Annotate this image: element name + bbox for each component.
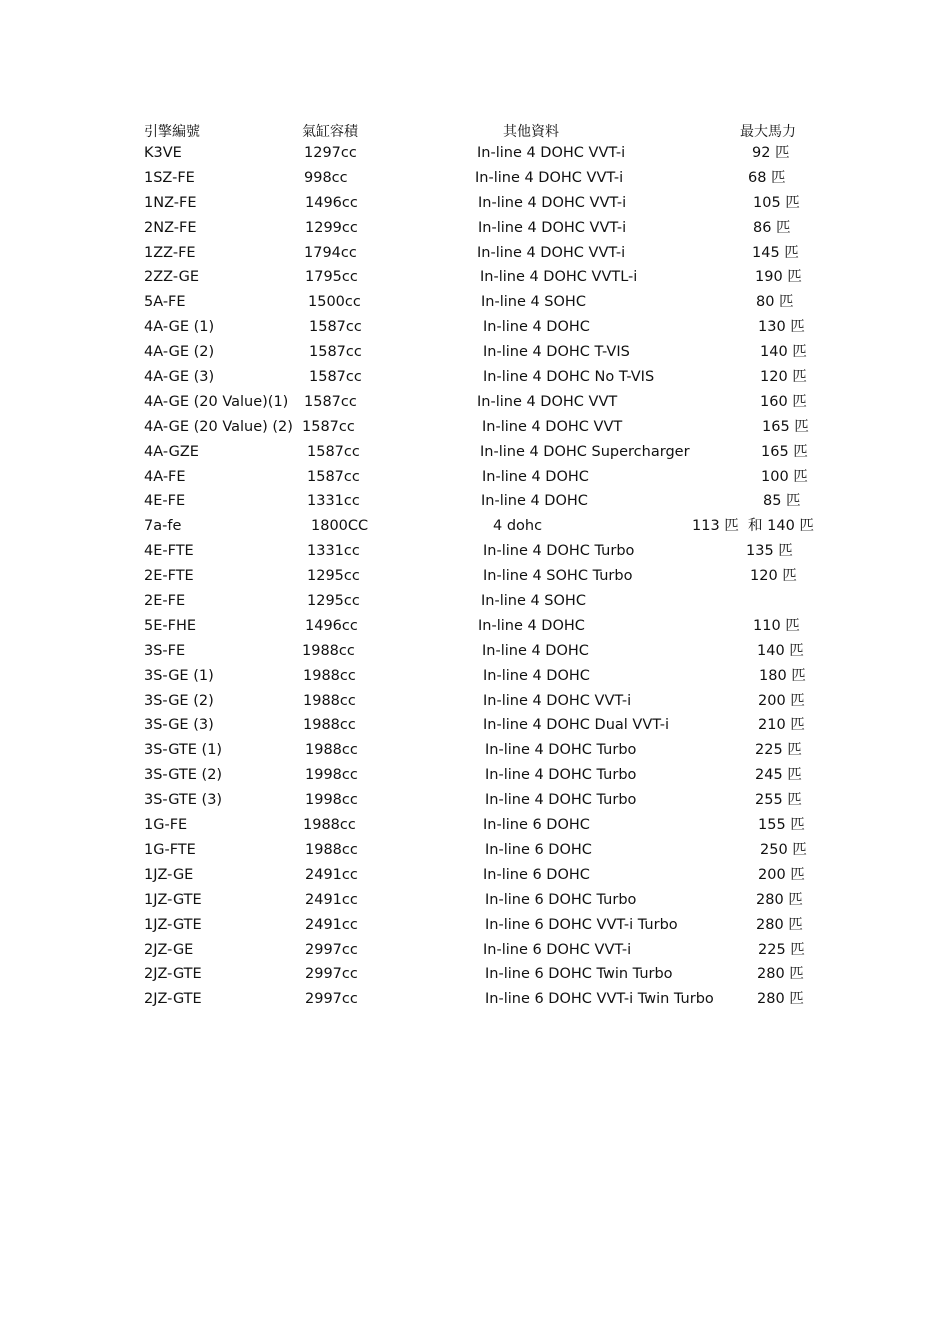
engine-info-cell: In-line 4 DOHC VVT-i — [483, 692, 632, 709]
engine-info-cell: In-line 4 DOHC — [482, 642, 589, 659]
table-row — [0, 416, 950, 441]
displacement-cell: 1587cc — [307, 443, 360, 460]
table-row — [0, 217, 950, 242]
table-row — [0, 590, 950, 615]
displacement-cell: 1331cc — [307, 543, 360, 560]
displacement-cell: 1496cc — [305, 617, 358, 634]
header-max-power: 最大馬力 — [740, 124, 796, 140]
max-power-cell: 190 匹 — [755, 269, 802, 286]
max-power-cell: 85 匹 — [763, 493, 801, 510]
table-row — [0, 690, 950, 715]
table-row — [0, 739, 950, 764]
max-power-cell: 225 匹 — [758, 941, 805, 958]
engine-code-cell: 1JZ-GTE — [144, 891, 202, 908]
displacement-cell: 2491cc — [305, 891, 358, 908]
engine-info-cell: In-line 4 SOHC — [481, 593, 586, 610]
max-power-cell: 120 匹 — [750, 568, 797, 585]
engine-code-cell: 2JZ-GE — [144, 941, 194, 958]
table-row — [0, 914, 950, 939]
engine-code-cell: 5E-FHE — [144, 617, 197, 634]
max-power-cell: 180 匹 — [759, 667, 806, 684]
displacement-cell: 1988cc — [305, 742, 358, 759]
table-row — [0, 466, 950, 491]
max-power-cell: 255 匹 — [755, 792, 802, 809]
displacement-cell: 2997cc — [305, 966, 358, 983]
engine-code-cell: 1G-FTE — [144, 841, 196, 858]
displacement-cell: 1587cc — [304, 393, 357, 410]
engine-info-cell: 4 dohc — [493, 518, 543, 535]
engine-code-cell: 1G-FE — [144, 817, 188, 834]
table-row — [0, 665, 950, 690]
table-row — [0, 963, 950, 988]
engine-info-cell: In-line 6 DOHC — [485, 841, 592, 858]
engine-code-cell: 3S-GTE (1) — [144, 742, 223, 759]
table-row — [0, 167, 950, 192]
engine-code-cell: 3S-GE (3) — [144, 717, 214, 734]
engine-info-cell: In-line 4 DOHC Supercharger — [480, 443, 690, 460]
table-row — [0, 490, 950, 515]
engine-info-cell: In-line 4 DOHC Turbo — [483, 543, 635, 560]
displacement-cell: 1331cc — [307, 493, 360, 510]
max-power-cell: 92 匹 — [752, 145, 790, 161]
displacement-cell: 1496cc — [305, 194, 358, 211]
engine-code-cell: 3S-GTE (3) — [144, 792, 223, 809]
displacement-cell: 1587cc — [307, 468, 360, 485]
engine-info-cell: In-line 6 DOHC — [483, 866, 590, 883]
displacement-cell: 2997cc — [305, 941, 358, 958]
max-power-cell: 86 匹 — [753, 219, 791, 236]
max-power-cell: 165 匹 — [761, 443, 808, 460]
engine-info-cell: In-line 4 DOHC No T-VIS — [483, 369, 655, 386]
table-row — [0, 615, 950, 640]
engine-code-cell: 7a-fe — [144, 518, 182, 535]
engine-code-cell: 1JZ-GTE — [144, 916, 202, 933]
max-power-cell: 280 匹 — [756, 916, 803, 933]
max-power-cell: 200 匹 — [758, 692, 805, 709]
max-power-cell: 140 匹 — [760, 344, 807, 361]
engine-info-cell: In-line 4 DOHC Turbo — [485, 767, 637, 784]
displacement-cell: 1299cc — [305, 219, 358, 236]
engine-code-cell: 4A-GE (1) — [144, 319, 215, 336]
engine-info-cell: In-line 4 DOHC VVT-i — [478, 219, 627, 236]
engine-info-cell: In-line 4 DOHC VVT — [482, 418, 623, 435]
engine-code-cell: 4A-GE (20 Value) (2) — [144, 418, 293, 435]
table-row — [0, 939, 950, 964]
displacement-cell: 1988cc — [303, 817, 356, 834]
engine-code-cell: 4E-FTE — [144, 543, 194, 560]
engine-code-cell: 3S-GE (2) — [144, 692, 214, 709]
max-power-cell: 200 匹 — [758, 866, 805, 883]
max-power-cell: 68 匹 — [748, 169, 786, 186]
engine-info-cell: In-line 4 DOHC — [483, 667, 590, 684]
engine-info-cell: In-line 6 DOHC VVT-i — [483, 941, 632, 958]
table-row — [0, 839, 950, 864]
engine-code-cell: 4A-GZE — [144, 443, 199, 460]
max-power-cell: 280 匹 — [757, 966, 804, 983]
table-row — [0, 142, 950, 167]
engine-code-cell: K3VE — [144, 145, 182, 161]
table-row — [0, 889, 950, 914]
engine-code-cell: 1ZZ-FE — [144, 244, 196, 261]
engine-info-cell: In-line 6 DOHC VVT-i Twin Turbo — [485, 991, 714, 1008]
engine-code-cell: 3S-GE (1) — [144, 667, 214, 684]
displacement-cell: 2997cc — [305, 991, 358, 1008]
engine-info-cell: In-line 4 DOHC VVT-i — [477, 244, 626, 261]
engine-code-cell: 4A-GE (3) — [144, 369, 215, 386]
table-row — [0, 515, 950, 540]
engine-info-cell: In-line 4 DOHC — [478, 617, 585, 634]
max-power-cell: 130 匹 — [758, 319, 805, 336]
table-row — [0, 266, 950, 291]
max-power-cell: 160 匹 — [760, 393, 807, 410]
engine-code-cell: 2JZ-GTE — [144, 966, 202, 983]
table-row — [0, 291, 950, 316]
displacement-cell: 1794cc — [304, 244, 357, 261]
engine-code-cell: 4A-GE (2) — [144, 344, 215, 361]
engine-code-cell: 2E-FTE — [144, 568, 194, 585]
max-power-cell: 225 匹 — [755, 742, 802, 759]
displacement-cell: 1998cc — [305, 767, 358, 784]
displacement-cell: 998cc — [304, 169, 348, 186]
engine-code-cell: 1JZ-GE — [144, 866, 194, 883]
table-row — [0, 789, 950, 814]
engine-info-cell: In-line 4 DOHC VVT-i — [475, 169, 624, 186]
engine-info-cell: In-line 4 SOHC — [481, 294, 586, 311]
max-power-cell: 280 匹 — [756, 891, 803, 908]
engine-info-cell: In-line 4 DOHC T-VIS — [483, 344, 630, 361]
engine-info-cell: In-line 4 DOHC Dual VVT-i — [483, 717, 670, 734]
engine-code-cell: 1SZ-FE — [144, 169, 195, 186]
max-power-cell: 145 匹 — [752, 244, 799, 261]
max-power-cell: 250 匹 — [760, 841, 807, 858]
engine-info-cell: In-line 4 DOHC VVTL-i — [480, 269, 638, 286]
engine-code-cell: 3S-FE — [144, 642, 186, 659]
engine-info-cell: In-line 6 DOHC Twin Turbo — [485, 966, 673, 983]
engine-info-cell: In-line 4 DOHC VVT-i — [478, 194, 627, 211]
engine-code-cell: 4A-GE (20 Value)(1) — [144, 393, 289, 410]
engine-code-cell: 2ZZ-GE — [144, 269, 199, 286]
table-row — [0, 192, 950, 217]
max-power-cell: 210 匹 — [758, 717, 805, 734]
max-power-cell: 135 匹 — [746, 543, 793, 560]
table-row — [0, 714, 950, 739]
table-row — [0, 391, 950, 416]
engine-code-cell: 1NZ-FE — [144, 194, 197, 211]
max-power-cell: 280 匹 — [757, 991, 804, 1008]
max-power-cell: 120 匹 — [760, 369, 807, 386]
displacement-cell: 2491cc — [305, 916, 358, 933]
displacement-cell: 1988cc — [305, 841, 358, 858]
table-row — [0, 366, 950, 391]
engine-info-cell: In-line 4 DOHC — [483, 319, 590, 336]
table-row — [0, 565, 950, 590]
displacement-cell: 1795cc — [305, 269, 358, 286]
displacement-cell: 1800CC — [311, 518, 369, 535]
table-row — [0, 242, 950, 267]
table-row — [0, 764, 950, 789]
max-power-cell: 100 匹 — [761, 468, 808, 485]
engine-code-cell: 5A-FE — [144, 294, 186, 311]
engine-code-cell: 4A-FE — [144, 468, 186, 485]
engine-info-cell: In-line 4 DOHC — [481, 493, 588, 510]
table-row — [0, 316, 950, 341]
table-row — [0, 441, 950, 466]
displacement-cell: 1500cc — [308, 294, 361, 311]
engine-info-cell: In-line 4 SOHC Turbo — [483, 568, 633, 585]
displacement-cell: 1587cc — [309, 369, 362, 386]
displacement-cell: 1587cc — [309, 344, 362, 361]
table-row — [0, 341, 950, 366]
max-power-cell: 110 匹 — [753, 617, 800, 634]
displacement-cell: 1295cc — [307, 593, 360, 610]
max-power-cell: 245 匹 — [755, 767, 802, 784]
engine-info-cell: In-line 4 DOHC Turbo — [485, 742, 637, 759]
engine-info-cell: In-line 4 DOHC Turbo — [485, 792, 637, 809]
header-other-info: 其他資料 — [503, 124, 559, 140]
max-power-cell: 105 匹 — [753, 194, 800, 211]
engine-table — [0, 142, 950, 1013]
engine-info-cell: In-line 6 DOHC VVT-i Turbo — [485, 916, 678, 933]
max-power-cell: 80 匹 — [756, 294, 794, 311]
table-row — [0, 988, 950, 1013]
displacement-cell: 1587cc — [309, 319, 362, 336]
displacement-cell: 1297cc — [304, 145, 357, 161]
table-row — [0, 640, 950, 665]
table-row — [0, 540, 950, 565]
displacement-cell: 1988cc — [303, 717, 356, 734]
engine-info-cell: In-line 4 DOHC VVT — [477, 393, 618, 410]
displacement-cell: 1587cc — [302, 418, 355, 435]
engine-code-cell: 2JZ-GTE — [144, 991, 202, 1008]
displacement-cell: 1998cc — [305, 792, 358, 809]
engine-code-cell: 2E-FE — [144, 593, 186, 610]
max-power-cell: 113 匹 和 140 匹 — [692, 518, 814, 535]
table-row — [0, 814, 950, 839]
engine-code-cell: 3S-GTE (2) — [144, 767, 223, 784]
displacement-cell: 1988cc — [303, 692, 356, 709]
max-power-cell: 140 匹 — [757, 642, 804, 659]
engine-info-cell: In-line 4 DOHC VVT-i — [477, 145, 626, 161]
header-displacement: 氣缸容積 — [302, 124, 358, 140]
table-row — [0, 864, 950, 889]
engine-info-cell: In-line 4 DOHC — [482, 468, 589, 485]
displacement-cell: 2491cc — [305, 866, 358, 883]
displacement-cell: 1295cc — [307, 568, 360, 585]
engine-code-cell: 2NZ-FE — [144, 219, 197, 236]
displacement-cell: 1988cc — [303, 667, 356, 684]
engine-info-cell: In-line 6 DOHC — [483, 817, 590, 834]
max-power-cell: 155 匹 — [758, 817, 805, 834]
displacement-cell: 1988cc — [302, 642, 355, 659]
engine-info-cell: In-line 6 DOHC Turbo — [485, 891, 637, 908]
header-engine-code: 引擎編號 — [144, 124, 200, 140]
max-power-cell: 165 匹 — [762, 418, 809, 435]
engine-code-cell: 4E-FE — [144, 493, 186, 510]
